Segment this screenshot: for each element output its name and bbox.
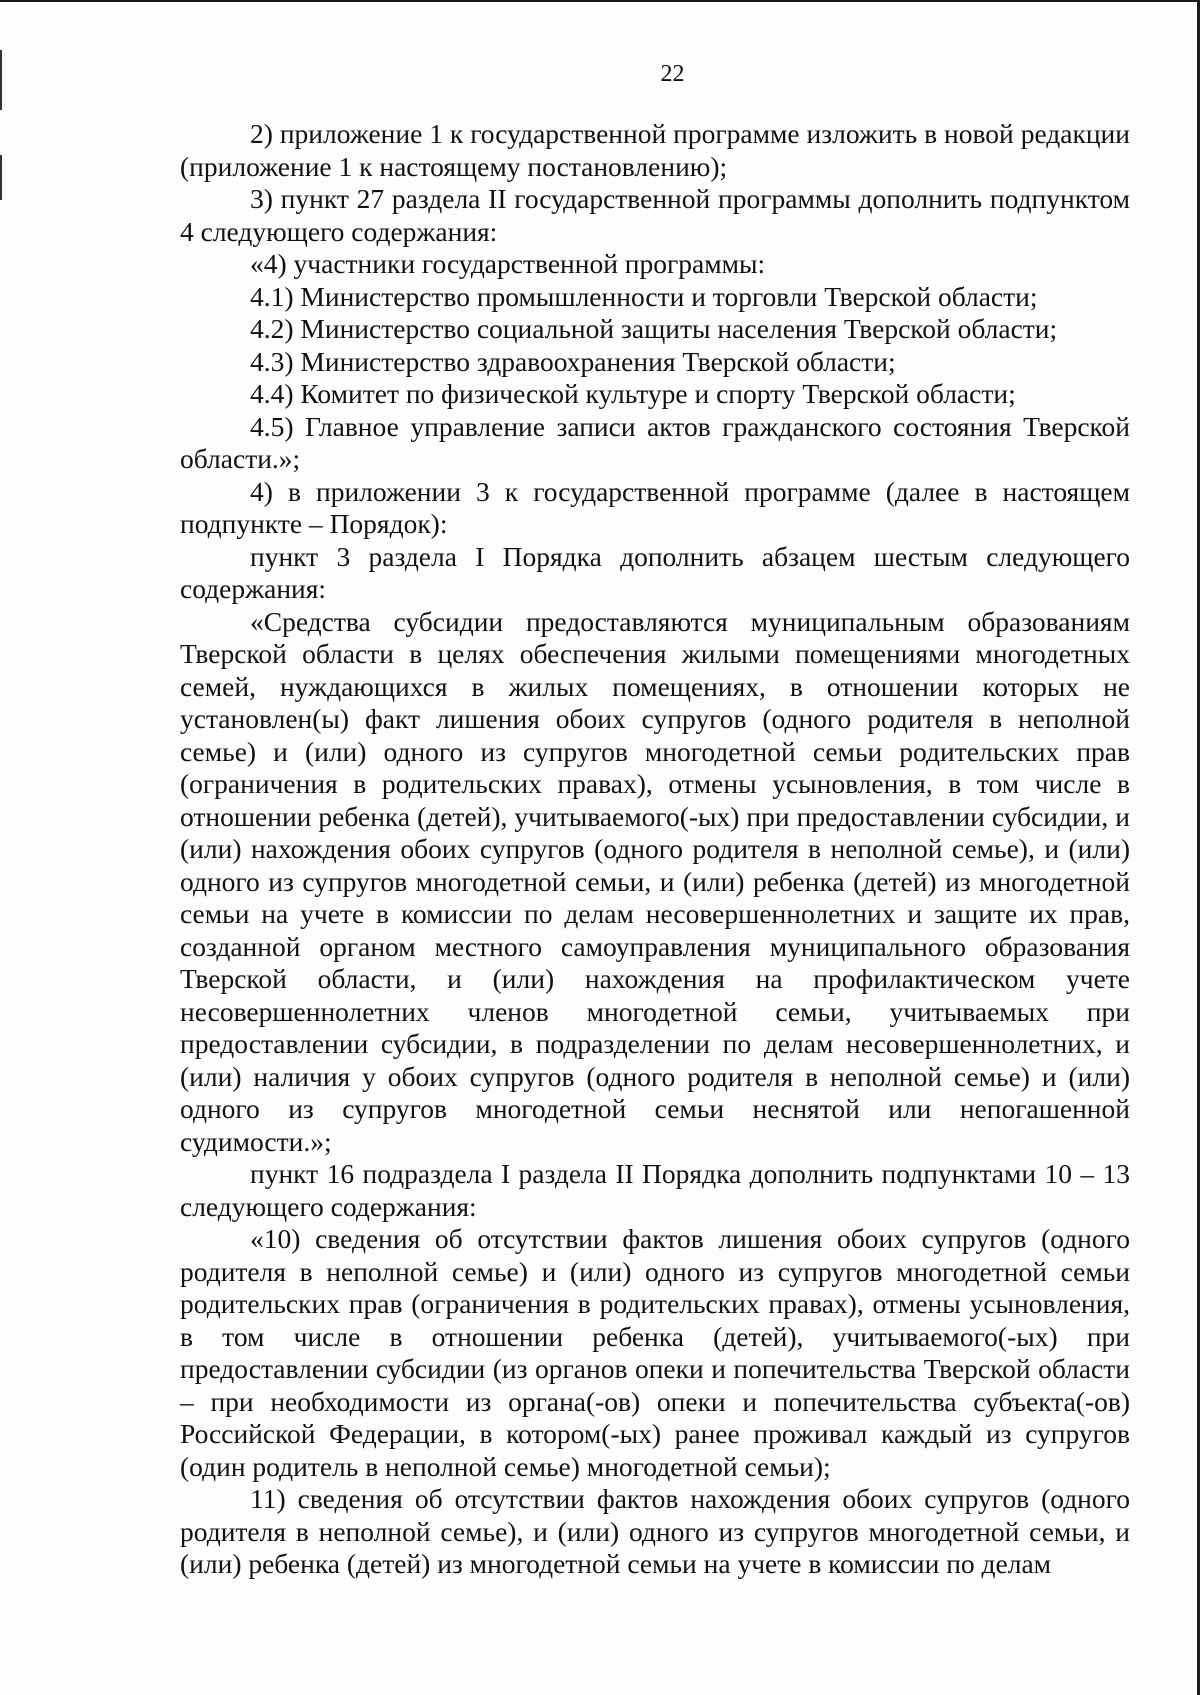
paragraph: 4.1) Министерство промышленности и торговли Тверской области; bbox=[250, 280, 1038, 312]
paragraph: 4.2) Министерство социальной защиты населения Тверской области; bbox=[250, 313, 1058, 344]
document-body bbox=[180, 118, 1130, 1581]
scan-border-top bbox=[0, 0, 1200, 2]
paragraph: «Средства субсидии предоставляются муниципальным образованиям Тверской области в целях обеспечения жилыми помещениями многодетных семей, нуждающихся в жилых помещениях, в отношении которых не установлен(ы) факт лишения обоих супругов (одного родителя в неполной семье) и (или) одного из супругов многодетной семьи родительских прав (ограничения в родительских правах), отмены усыновления, в том числе в отношении ребенка (детей), учитываемого(-ых) при предоставлении субсидии, и (или) нахождения обоих супругов (одного родителя в неполной семье), и (или) одного из супругов многодетной семьи, и (или) ребенка (детей) из многодетной семьи на учете в комиссии по делам несовершеннолетних и защите их прав, созданной органом местного самоуправления муниципального образования Тверской области, и (или) нахождения на профилактическом учете несовершеннолетних членов многодетной семьи, учитываемых при предоставлении субсидии, в подразделении по делам несовершеннолетних, и (или) наличия у обоих супругов (одного родителя в неполной семье) и (или) одного из супругов многодетной семьи неснятой или непогашенной судимости.»; bbox=[180, 605, 1130, 1157]
paragraph: 4.4) Комитет по физической культуре и спорту Тверской области; bbox=[250, 378, 1016, 409]
scan-artifact-left bbox=[0, 155, 2, 200]
paragraph: пункт 3 раздела I Порядка дополнить абзацем шестым следующего содержания: bbox=[180, 540, 1130, 604]
paragraph: «10) сведения об отсутствии фактов лишения обоих супругов (одного родителя в неполной семье) и (или) одного из супругов многодетной семьи родительских прав (ограничения в родительских правах), отмены усыновления, в том числе в отношении ребенка (детей), учитываемого(-ых) при предоставлении субсидии (из органов опеки и попечительства Тверской области – при необходимости из органа(-ов) опеки и попечительства субъекта(-ов) Российской Федерации, в котором(-ых) ранее проживал каждый из супругов (один родитель в неполной семье) многодетной семьи); bbox=[180, 1223, 1130, 1482]
paragraph: пункт 16 подраздела I раздела II Порядка дополнить подпунктами 10 – 13 следующего содержания: bbox=[180, 1158, 1130, 1222]
paragraph: 4.5) Главное управление записи актов гражданского состояния Тверской области.»; bbox=[180, 410, 1130, 474]
paragraph: «4) участники государственной программы: bbox=[250, 248, 766, 279]
paragraph: 4.3) Министерство здравоохранения Тверской области; bbox=[250, 345, 896, 377]
paragraph: 2) приложение 1 к государственной программе изложить в новой редакции (приложение 1 к настоящему постановлению); bbox=[180, 118, 1130, 182]
paragraph: 4) в приложении 3 к государственной программе (далее в настоящем подпункте – Порядок): bbox=[180, 475, 1130, 539]
page-number: 22 bbox=[660, 61, 685, 87]
paragraph: 3) пункт 27 раздела II государственной программы дополнить подпунктом 4 следующего содержания: bbox=[180, 183, 1130, 247]
paragraph: 11) сведения об отсутствии фактов нахождения обоих супругов (одного родителя в неполной семье), и (или) одного из супругов многодетной семьи, и (или) ребенка (детей) из многодетной семьи на учете в комиссии по делам bbox=[180, 1483, 1130, 1579]
